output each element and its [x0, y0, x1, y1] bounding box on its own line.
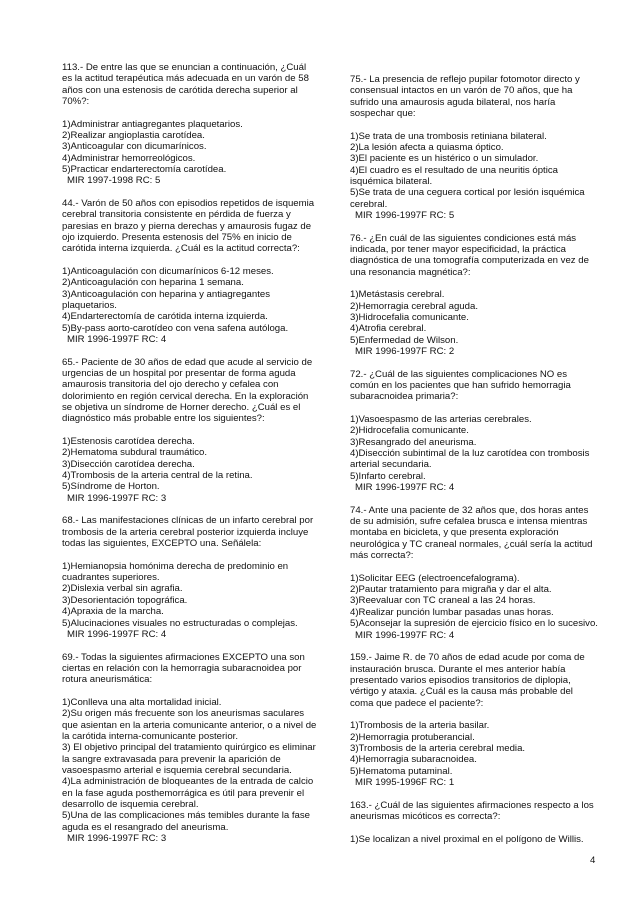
- question-74: [350, 505, 598, 641]
- option: 1)Estenosis carotídea derecha.: [62, 436, 195, 448]
- option: 5)Infarto cerebral.: [350, 470, 426, 482]
- page-number: 4: [590, 855, 596, 866]
- question-stem: 72.- ¿Cuál de las siguientes complicaciones NO es común en los pacientes que han sufrido hemorragia subaracnoidea primaria?:: [350, 368, 571, 403]
- option-list: [350, 131, 598, 210]
- option: 5)Síndrome de Horton.: [62, 481, 160, 493]
- option: 1)Solicitar EEG (electroencefalograma).: [350, 572, 520, 584]
- option: 4)Realizar punción lumbar pasadas unas horas.: [350, 606, 554, 618]
- option: 1)Administrar antiagregantes plaquetarios.: [62, 118, 243, 130]
- option: 2)Realizar angioplastia carotídea.: [62, 130, 205, 142]
- option: 2)Hemorragia protuberancial.: [350, 731, 475, 743]
- option: 1)Anticoagulación con dicumarínicos 6-12 meses.: [62, 266, 274, 278]
- option: 3)Anticoagular con dicumarínicos.: [62, 141, 207, 153]
- option: 5)Una de las complicaciones más temibles durante la fase aguda es el resangrado del aneurisma.: [62, 810, 310, 833]
- question-159: [350, 652, 598, 788]
- option: 5)By-pass aorto-carotídeo con vena safena autóloga.: [62, 322, 289, 334]
- option: 1)Se localizan a nivel proximal en el polígono de Willis.: [350, 833, 584, 845]
- question-75: [350, 74, 598, 221]
- answer-reference: MIR 1996-1997F RC: 4: [355, 629, 455, 641]
- option: 5)Alucinaciones visuales no estructuradas o complejas.: [62, 617, 298, 629]
- question-stem: 44.- Varón de 50 años con episodios repetidos de isquemia cerebral transitoria consistente en pérdida de fuerza y paresias en brazo y pierna derechas y amaurosis fugaz de ojo izquierdo. Presenta estenosis del 75% en inicio de carótida interna izquierda. ¿Cuál es la actitud correcta?:: [62, 198, 315, 255]
- question-stem: 74.- Ante una paciente de 32 años que, dos horas antes de su admisión, sufre cefalea brusca e intensa mientras montaba en bicicleta, y que presenta exploración neurológica y TC craneal normales, ¿cuál sería la actitud más correcta?:: [350, 504, 593, 562]
- option-list: [350, 289, 598, 346]
- question-68: [62, 515, 317, 640]
- question-65: [62, 357, 317, 504]
- option: 3)Hidrocefalia comunicante.: [350, 312, 469, 324]
- option: 2)Hemorragia cerebral aguda.: [350, 300, 478, 312]
- question-stem: 69.- Todas la siguientes afirmaciones EXCEPTO una son ciertas en relación con la hemorragia subaracnoidea por rotura aneurismática:: [62, 651, 305, 686]
- question-44: [62, 198, 317, 345]
- question-72: [350, 369, 598, 494]
- option: 2)Dislexia verbal sin agrafia.: [62, 583, 183, 595]
- option-list: [350, 720, 598, 777]
- option: 4)La administración de bloqueantes de la entrada de calcio en la fase aguda posthemorrágica es útil para prevenir el desarrollo de isquemia cerebral.: [62, 776, 314, 810]
- option: 3) El objetivo principal del tratamiento quirúrgico es eliminar la sangre extravasada para prevenir la aparición de vasoespasmo arterial e isquemia cerebral secundaria.: [62, 742, 316, 776]
- answer-reference: MIR 1996-1997F RC: 2: [355, 346, 455, 358]
- answer-reference: MIR 1996-1997F RC: 4: [67, 334, 167, 346]
- option: 4)Atrofia cerebral.: [350, 323, 427, 335]
- option: 5)Practicar endarterectomía carotídea.: [62, 164, 227, 176]
- option: 2)Hidrocefalia comunicante.: [350, 425, 469, 437]
- option: 3)Anticoagulación con heparina y antiagregantes plaquetarios.: [62, 288, 271, 312]
- question-stem: 76.- ¿En cuál de las siguientes condiciones está más indicada, por tener mayor especificidad, la práctica diagnóstica de una tomografía computerizada en vez de una resonancia magnética?:: [350, 232, 589, 278]
- option: 4)El cuadro es el resultado de una neuritis óptica isquémica bilateral.: [350, 164, 558, 188]
- option-list: [62, 119, 317, 176]
- answer-reference: MIR 1996-1997F RC: 3: [67, 832, 167, 844]
- option: 4)Administrar hemorreológicos.: [62, 152, 196, 164]
- option: 1)Conlleva una alta mortalidad inicial.: [62, 696, 222, 708]
- question-stem: 159.- Jaime R. de 70 años de edad acude por coma de instauración brusca. Durante el mes anterior había presentado varios episodios transitorios de diplopia, vértigo y ataxia. ¿Cuál es la causa más probable del coma que padece el paciente?:: [350, 652, 585, 709]
- option-list: [62, 561, 317, 629]
- option: 2)Anticoagulación con heparina 1 semana.: [62, 277, 244, 289]
- answer-reference: MIR 1996-1997F RC: 5: [355, 210, 455, 222]
- option: 5)Aconsejar la supresión de ejercicio físico en lo sucesivo.: [350, 618, 598, 630]
- answer-reference: MIR 1996-1997F RC: 4: [355, 482, 455, 494]
- question-stem: 68.- Las manifestaciones clínicas de un infarto cerebral por trombosis de la arteria cerebral posterior izquierda incluye todas las siguientes, EXCEPTO una. Señálela:: [62, 515, 314, 550]
- option: 2)Su origen más frecuente son los aneurismas saculares que asientan en la arteria comunicante anterior, o a nivel de la carótida interna-comunicante posterior.: [62, 708, 317, 742]
- option-list: [62, 266, 317, 334]
- option: 4)Hemorragia subaracnoidea.: [350, 754, 477, 766]
- answer-reference: MIR 1996-1997F RC: 4: [67, 628, 167, 640]
- option: 4)Disección subintimal de la luz carotídea con trombosis arterial secundaria.: [350, 448, 590, 471]
- option: 1)Hemianopsia homónima derecha de predominio en cuadrantes superiores.: [62, 560, 289, 584]
- answer-reference: MIR 1995-1996F RC: 1: [355, 776, 455, 788]
- option: 3)Disección carotídea derecha.: [62, 458, 195, 470]
- question-stem: 113.- De entre las que se enuncian a continuación, ¿Cuál es la actitud terapéutica más adecuada en un varón de 58 años con una estenosis de carótida derecha superior al 70%?:: [62, 62, 309, 108]
- option-list: [350, 834, 598, 845]
- question-76: [350, 233, 598, 358]
- option-list: [62, 436, 317, 493]
- option: 3)Desorientación topográfica.: [62, 594, 188, 606]
- question-stem: 75.- La presencia de reflejo pupilar fotomotor directo y consensual intactos en un varón de 70 años, que ha sufrido una amaurosis aguda bilateral, nos haría sospechar que:: [350, 74, 580, 120]
- option: 4)Endarterectomía de carótida interna izquierda.: [62, 311, 268, 323]
- answer-reference: MIR 1997-1998 RC: 5: [67, 175, 161, 187]
- option: 3)Resangrado del aneurisma.: [350, 436, 477, 448]
- question-163: [350, 800, 598, 845]
- left-column: [62, 62, 317, 856]
- option: 4)Trombosis de la arteria central de la retina.: [62, 470, 253, 482]
- option: 3)Reevaluar con TC craneal a las 24 horas.: [350, 595, 536, 607]
- option: 2)La lesión afecta a quiasma óptico.: [350, 142, 504, 154]
- option: 4)Apraxia de la marcha.: [62, 606, 164, 618]
- option: 1)Se trata de una trombosis retiniana bilateral.: [350, 130, 547, 142]
- answer-reference: MIR 1996-1997F RC: 3: [67, 492, 167, 504]
- option: 5)Se trata de una ceguera cortical por lesión isquémica cerebral.: [350, 187, 585, 210]
- option-list: [350, 573, 598, 630]
- option: 5)Hematoma putaminal.: [350, 765, 453, 777]
- question-stem: 65.- Paciente de 30 años de edad que acude al servicio de urgencias de un hospital por presentar de forma aguda amaurosis transitoria del ojo derecho y cefalea con dolorimiento en región cervical derecha. En la exploración se objetiva un síndrome de Horner derecho. ¿Cuál es el diagnóstico más probable entre los siguientes?:: [62, 356, 313, 425]
- option: 3)El paciente es un histérico o un simulador.: [350, 153, 539, 165]
- right-column: [350, 74, 598, 856]
- question-stem: 163.- ¿Cuál de las siguientes afirmaciones respecto a los aneurismas micóticos es correcta?:: [350, 799, 594, 822]
- option-list: [350, 414, 598, 482]
- option: 1)Trombosis de la arteria basilar.: [350, 720, 490, 732]
- option: 3)Trombosis de la arteria cerebral media.: [350, 742, 526, 754]
- question-113: [62, 62, 317, 187]
- option: 1)Vasoespasmo de las arterias cerebrales.: [350, 414, 532, 426]
- option: 2)Pautar tratamiento para migraña y dar el alta.: [350, 584, 552, 596]
- option: 5)Enfermedad de Wilson.: [350, 334, 459, 346]
- option-list: [62, 697, 317, 833]
- option: 1)Metástasis cerebral.: [350, 289, 445, 301]
- question-69: [62, 652, 317, 845]
- option: 2)Hematoma subdural traumático.: [62, 447, 208, 459]
